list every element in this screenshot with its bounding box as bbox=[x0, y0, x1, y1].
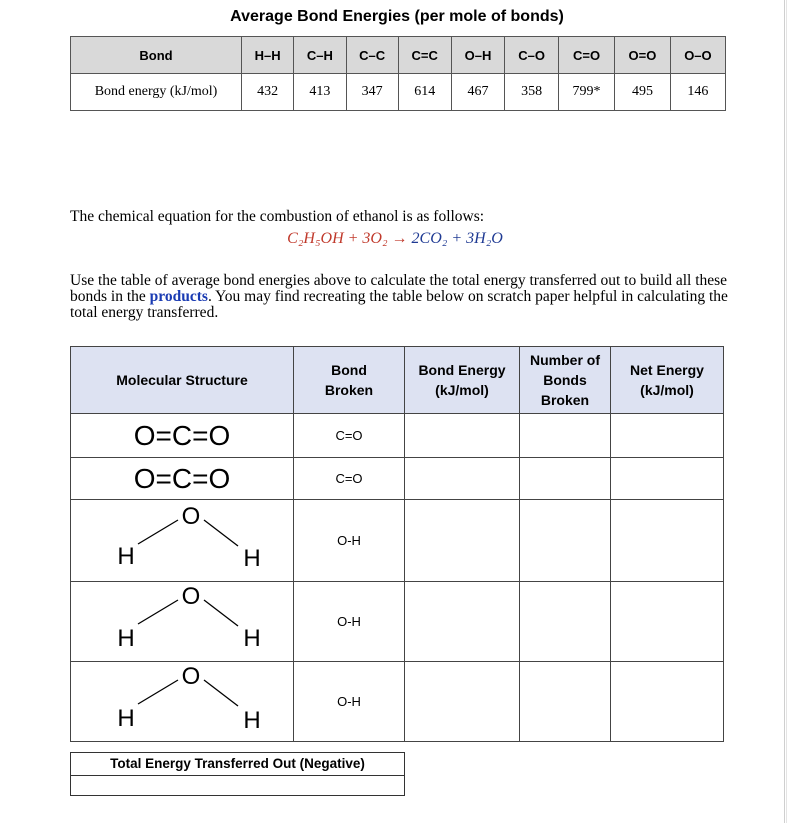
bond-energy-value: 495 bbox=[615, 74, 671, 111]
bond-energy-value: 146 bbox=[670, 74, 725, 111]
net-energy-cell[interactable] bbox=[611, 500, 724, 582]
bond-col: C=O bbox=[558, 37, 614, 74]
bond-col: O–H bbox=[451, 37, 505, 74]
products-highlight: products bbox=[149, 288, 208, 305]
hydrogen-atom-right: H bbox=[243, 545, 261, 572]
bond-energy-value: 799* bbox=[558, 74, 614, 111]
number-of-bonds-cell[interactable] bbox=[520, 414, 611, 458]
bond-col: C–O bbox=[505, 37, 559, 74]
bond-energy-value: 614 bbox=[398, 74, 451, 111]
bond-col: O=O bbox=[615, 37, 671, 74]
bond-energy-cell[interactable] bbox=[405, 582, 520, 662]
intro-text: The chemical equation for the combustion of ethanol is as follows: bbox=[70, 208, 485, 225]
bond-energy-cell[interactable] bbox=[405, 500, 520, 582]
hydrogen-atom-left: H bbox=[117, 625, 135, 652]
number-of-bonds-cell[interactable] bbox=[520, 458, 611, 500]
equation-products: 2CO₂ + 3H₂O bbox=[411, 230, 503, 247]
equation-arrow: → bbox=[387, 230, 412, 247]
co2-structure: O=C=O bbox=[133, 462, 231, 494]
total-energy-input[interactable] bbox=[70, 775, 405, 796]
bond-broken-cell: C=O bbox=[294, 458, 405, 500]
page-title: Average Bond Energies (per mole of bonds) bbox=[230, 8, 564, 25]
bond-header-label: Bond bbox=[71, 37, 242, 74]
oxygen-atom: O bbox=[181, 583, 201, 610]
bond-energy-value: 432 bbox=[242, 74, 294, 111]
bond-energy-cell[interactable] bbox=[405, 414, 520, 458]
water-molecule-drawing bbox=[82, 662, 282, 736]
bond-energy-value: 347 bbox=[346, 74, 398, 111]
hydrogen-atom-left: H bbox=[117, 543, 135, 570]
instructions-part1: Use the table of average bond energies above to calculate the total energy transferred out to build all these bonds in the bbox=[70, 272, 728, 305]
water-molecule-drawing bbox=[82, 582, 282, 656]
instructions-text bbox=[70, 273, 730, 321]
water-molecule-drawing bbox=[82, 500, 282, 576]
total-energy-label: Total Energy Transferred Out (Negative) bbox=[70, 752, 405, 776]
bond-energy-table bbox=[70, 36, 726, 111]
calculation-table bbox=[70, 346, 724, 742]
bond-broken-cell: O-H bbox=[294, 662, 405, 742]
structure-water bbox=[71, 662, 294, 742]
bond-energy-cell[interactable] bbox=[405, 662, 520, 742]
page-edge-line bbox=[784, 0, 785, 823]
bond-energy-value: 413 bbox=[294, 74, 346, 111]
net-energy-cell[interactable] bbox=[611, 414, 724, 458]
combustion-equation bbox=[0, 230, 790, 248]
oxygen-atom: O bbox=[181, 663, 201, 690]
structure-water bbox=[71, 582, 294, 662]
header-bond-broken bbox=[294, 347, 405, 414]
hydrogen-atom-right: H bbox=[243, 625, 261, 652]
page-edge-line-2 bbox=[786, 0, 787, 823]
bond-broken-cell: O-H bbox=[294, 582, 405, 662]
net-energy-cell[interactable] bbox=[611, 662, 724, 742]
bond-energy-row-label: Bond energy (kJ/mol) bbox=[71, 74, 242, 111]
oxygen-atom: O bbox=[181, 503, 201, 530]
header-net-energy bbox=[611, 347, 724, 414]
equation-reactants: C₂H₅OH + 3O₂ bbox=[287, 230, 388, 247]
bond-col: C–C bbox=[346, 37, 398, 74]
bond-col: C–H bbox=[294, 37, 346, 74]
number-of-bonds-cell[interactable] bbox=[520, 662, 611, 742]
number-of-bonds-cell[interactable] bbox=[520, 582, 611, 662]
structure-water bbox=[71, 500, 294, 582]
bond-broken-cell: C=O bbox=[294, 414, 405, 458]
header-number-of-bonds-text: Number of Bonds Broken bbox=[530, 352, 600, 408]
net-energy-cell[interactable] bbox=[611, 458, 724, 500]
header-bond-energy-text: Bond Energy (kJ/mol) bbox=[418, 362, 506, 398]
bond-col: H–H bbox=[242, 37, 294, 74]
bond-broken-cell: O-H bbox=[294, 500, 405, 582]
header-number-of-bonds bbox=[520, 347, 611, 414]
bond-energy-cell[interactable] bbox=[405, 458, 520, 500]
hydrogen-atom-right: H bbox=[243, 707, 261, 734]
header-bond-broken-text: Bond Broken bbox=[324, 362, 374, 398]
bond-energy-value: 467 bbox=[451, 74, 505, 111]
number-of-bonds-cell[interactable] bbox=[520, 500, 611, 582]
hydrogen-atom-left: H bbox=[117, 705, 135, 732]
net-energy-cell[interactable] bbox=[611, 582, 724, 662]
structure-co2 bbox=[71, 414, 294, 458]
header-net-energy-text: Net Energy (kJ/mol) bbox=[630, 362, 704, 398]
bond-energy-value: 358 bbox=[505, 74, 559, 111]
header-molecular-structure: Molecular Structure bbox=[71, 347, 294, 414]
header-bond-energy bbox=[405, 347, 520, 414]
bond-col: C=C bbox=[398, 37, 451, 74]
co2-structure: O=C=O bbox=[133, 419, 231, 451]
structure-co2 bbox=[71, 458, 294, 500]
bond-col: O–O bbox=[670, 37, 725, 74]
instructions-part2: . You may find recreating the table below on scratch paper helpful in calculating the total energy transferred. bbox=[70, 288, 728, 321]
